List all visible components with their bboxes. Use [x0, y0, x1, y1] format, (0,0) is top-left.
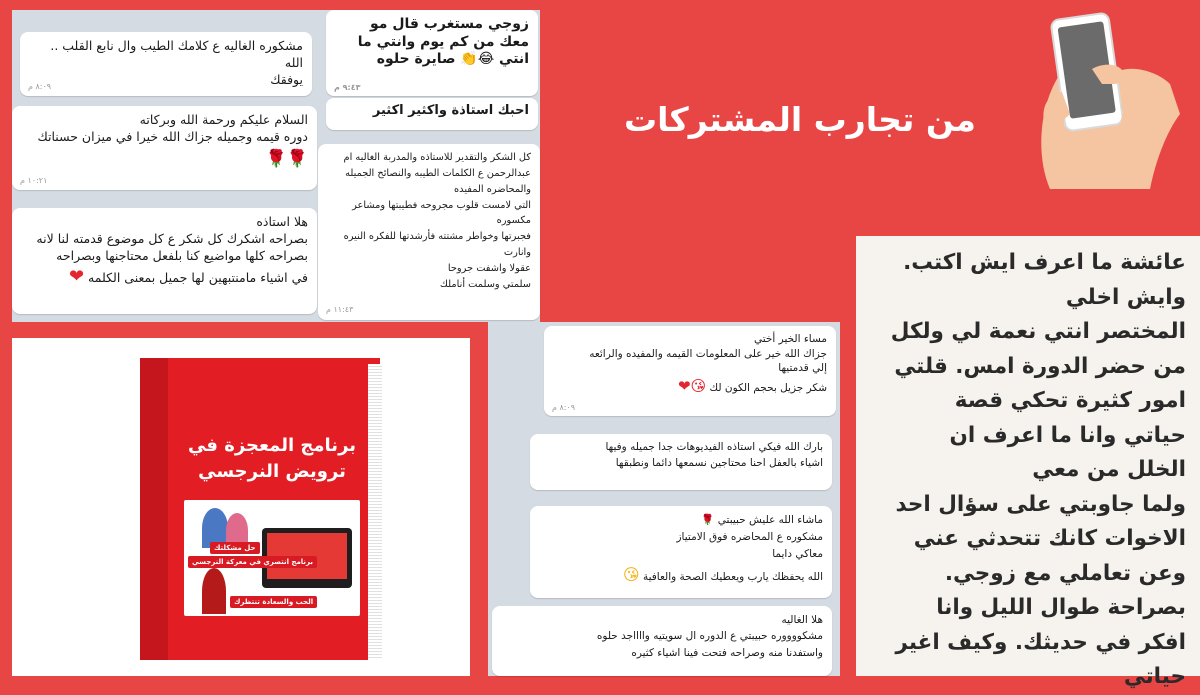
- kiss-emoji-icon: 😘: [622, 565, 640, 585]
- chat-bubble: مشكوره الغاليه ع كلامك الطيب وال نابع القلب .. الله يوفقك ٨:٠٩ م: [20, 32, 312, 96]
- book-tag: حل مشكلتك: [210, 542, 260, 554]
- book-cover-image: [12, 338, 470, 676]
- rose-emoji-icon: 🌹🌹: [265, 148, 308, 169]
- hand-holding-phone-icon: [1030, 14, 1190, 194]
- kiss-heart-emoji-icon: 😘❤: [677, 377, 707, 396]
- chat-bubble: هلا الغاليه مشكووووره حبيبتي ع الدوره ال سويتيه وااااجد حلوه واستفدنا منه وصراحه فتحت فينا اشياء كثيره: [492, 606, 832, 676]
- book-spine: [140, 358, 168, 660]
- testimonial-chat-collage-2: [488, 322, 840, 676]
- testimonial-chat-collage-1: [12, 10, 540, 322]
- chat-bubble: هلا استاذه بصراحه اشكرك كل شكر ع كل موضوع قدمته لنا لانه بصراحه كلها مواضيع كنا بلفعل محتاجنها وبصراحه في اشياء مامنتبهين لها جميل بمعنى الكلمه ❤: [12, 208, 317, 314]
- page-title: من تجارب المشتركات: [624, 100, 976, 139]
- chat-bubble: احبك استاذة واكثير اكثير: [326, 98, 538, 130]
- chat-bubble: بارك الله فيكي استاذه الفيديوهات جدا جميله وفيها اشياء بالعفل احنا محتاجين نسمعها دائما ونطبقها: [530, 434, 832, 490]
- book-pages: [368, 364, 382, 660]
- chat-bubble: السلام عليكم ورحمة الله وبركاته دوره قيمه وجميله جزاك الله خيرا في ميزان حسناتك 🌹🌹 ١٠:٢١ م: [12, 106, 317, 190]
- book-tag: برنامج انتصري في معركة النرجسي: [188, 556, 317, 568]
- chat-bubble: كل الشكر والتقدير للاستاذه والمدربة الغاليه ام عبدالرحمن ع الكلمات الطيبه والنصائح الجميله والمحاضره المفيده التي لامست قلوب مجروحه فطيبتها ومشاعر مكسوره فجبرتها وخواطر مشتته فأرشدتها للفكره النيره وانارت عقولا واشفت جروحا سلمتي وسلمت أناملك ١١:٤٣ م: [318, 144, 540, 320]
- chat-bubble: ماشاء الله عليش حبيبتي 🌹 مشكوره ع المحاضره فوق الامتياز معاكي دايما الله يحفظك يارب ويعطيك الصحة والعافية 😘: [530, 506, 832, 598]
- book-title: برنامج المعجزة في ترويض النرجسي: [187, 435, 357, 482]
- book-tag: الحب والسعادة تنتظرك: [230, 596, 317, 608]
- heart-emoji-icon: ❤: [68, 265, 85, 287]
- person-figure: [202, 568, 226, 614]
- chat-bubble: مساء الخير أختي جزاك الله خير على المعلومات القيمه والمفيده والرائعه إلي قدمتيها شكر جزيل بحجم الكون لك 😘❤ ٨:٠٩ م: [544, 326, 836, 416]
- testimonial-note: عائشة ما اعرف ايش اكتب. وايش اخلي المختصر انتي نعمة لي ولكل من حضر الدورة امس. قلتي امور كثيرة تحكي قصة حياتي وانا ما اعرف ان الخلل من معي ولما جاوبتي على سؤال احد الاخوات كانك تتحدثي عني وعن تعاملي مع زوجي. بصراحة طوال الليل وانا افكر في حديثك. وكيف اغير حياتي: [856, 236, 1200, 676]
- chat-bubble: زوجي مستغرب قال مو معك من كم يوم وانتي ما انتي 😂👏 صايرة حلوه ٩:٤٣ م: [326, 10, 538, 96]
